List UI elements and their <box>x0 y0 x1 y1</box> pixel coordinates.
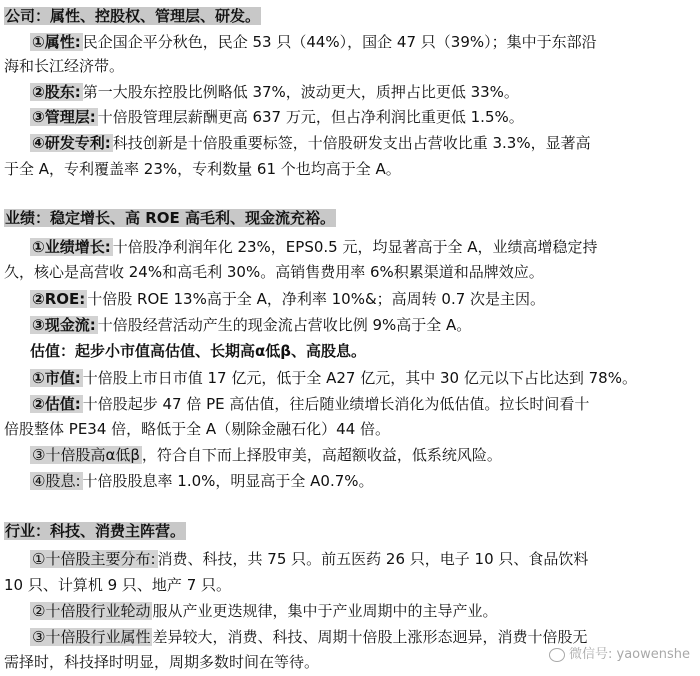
item-text: ，符合自下而上择股审美，高超额收益，低系统风险。 <box>141 446 502 464</box>
item-text: 十倍股 ROE 13%高于全 A，净利率 10%&；高周转 0.7 次是主因。 <box>87 290 546 308</box>
item-text: 于全 A，专利覆盖率 23%，专利数量 61 个也均高于全 A。 <box>4 160 401 178</box>
section-title-company <box>4 4 696 28</box>
paragraph-continuation <box>4 260 696 284</box>
section-heading: 估值：起步小市值高估值、长期高α低β、高股息。 <box>30 342 367 360</box>
section-title-valuation <box>4 339 700 363</box>
item-text: 服从产业更迭规律，集中于产业周期中的主导产业。 <box>152 602 498 620</box>
section-heading: 业绩：稳定增长、高 ROE 高毛利、现金流充裕。 <box>5 209 335 227</box>
item-text: 十倍股经营活动产生的现金流占营收比例 9%高于全 A。 <box>97 316 472 334</box>
section-heading: 行业：科技、消费主阵营。 <box>5 522 186 540</box>
item-text: 10 只、计算机 9 只、地产 7 只。 <box>4 576 232 594</box>
item-label: ③现金流: <box>32 316 96 334</box>
item-text: 十倍股股息率 1.0%，明显高于全 A0.7%。 <box>82 472 374 490</box>
item-text: 消费、科技，共 75 只。前五医药 26 只，电子 10 只、食品饮料 <box>157 550 589 568</box>
item-text: 海和长江经济带。 <box>4 57 125 75</box>
item-text: 十倍股管理层薪酬更高 637 万元，但占净利润比重更低 1.5%。 <box>97 108 524 126</box>
item-text: 差异较大，消费、科技、周期十倍股上涨形态迥异，消费十倍股无 <box>152 628 588 646</box>
section-title-performance <box>4 206 696 230</box>
item-text: 科技创新是十倍股重要标签，十倍股研发支出占营收比重 3.3%，显著高 <box>112 134 591 152</box>
wechat-icon <box>549 648 565 662</box>
paragraph <box>4 547 700 571</box>
paragraph-continuation <box>4 573 696 597</box>
item-label: ①市值: <box>32 369 81 387</box>
item-text: 倍股整体 PE34 倍，略低于全 A（剔除金融石化）44 倍。 <box>4 420 391 438</box>
paragraph <box>4 131 700 155</box>
paragraph <box>4 235 700 259</box>
paragraph <box>4 287 700 311</box>
paragraph <box>4 443 700 467</box>
item-label: ①十倍股主要分布: <box>32 550 156 568</box>
paragraph <box>4 366 700 390</box>
item-label: ③管理层: <box>32 108 96 126</box>
item-label: ④股息: <box>32 472 81 490</box>
section-heading: 公司：属性、控股权、管理层、研发。 <box>5 7 261 25</box>
item-text: 需择时，科技择时明显，周期多数时间在等待。 <box>4 653 320 671</box>
item-label: ②估值: <box>32 395 81 413</box>
item-label: ①业绩增长: <box>32 238 111 256</box>
item-label: ②股东: <box>32 83 81 101</box>
item-label: ②ROE: <box>32 290 86 308</box>
paragraph-continuation <box>4 417 696 441</box>
paragraph <box>4 105 700 129</box>
item-label: ①属性: <box>32 33 81 51</box>
paragraph-continuation <box>4 54 696 78</box>
item-text: 民企国企平分秋色，民企 53 只（44%），国企 47 只（39%）；集中于东部沿 <box>82 33 597 51</box>
item-text: 久，核心是高营收 24%和高毛利 30%。高销售费用率 6%积累渠道和品牌效应。 <box>4 263 544 281</box>
watermark-text: 微信号: yaowenshe <box>568 647 690 662</box>
item-text: 十倍股起步 47 倍 PE 高估值，往后随业绩增长消化为低估值。拉长时间看十 <box>82 395 590 413</box>
item-label: ③十倍股行业属性 <box>32 628 151 646</box>
watermark <box>549 643 690 662</box>
item-label: ③十倍股高α低β <box>32 446 140 464</box>
paragraph <box>4 313 700 337</box>
item-label: ②十倍股行业轮动 <box>32 602 151 620</box>
paragraph <box>4 30 700 54</box>
item-text: 第一大股东控股比例略低 37%，波动更大，质押占比更低 33%。 <box>82 83 519 101</box>
paragraph <box>4 80 700 104</box>
paragraph <box>4 392 700 416</box>
item-text: 十倍股净利润年化 23%，EPS0.5 元，均显著高于全 A，业绩高增稳定持 <box>112 238 598 256</box>
section-title-industry <box>4 519 696 543</box>
item-text: 十倍股上市日市值 17 亿元，低于全 A27 亿元，其中 30 亿元以下占比达到 78%。 <box>82 369 637 387</box>
paragraph <box>4 599 700 623</box>
item-label: ④研发专利: <box>32 134 111 152</box>
paragraph-continuation <box>4 157 696 181</box>
paragraph <box>4 469 700 493</box>
